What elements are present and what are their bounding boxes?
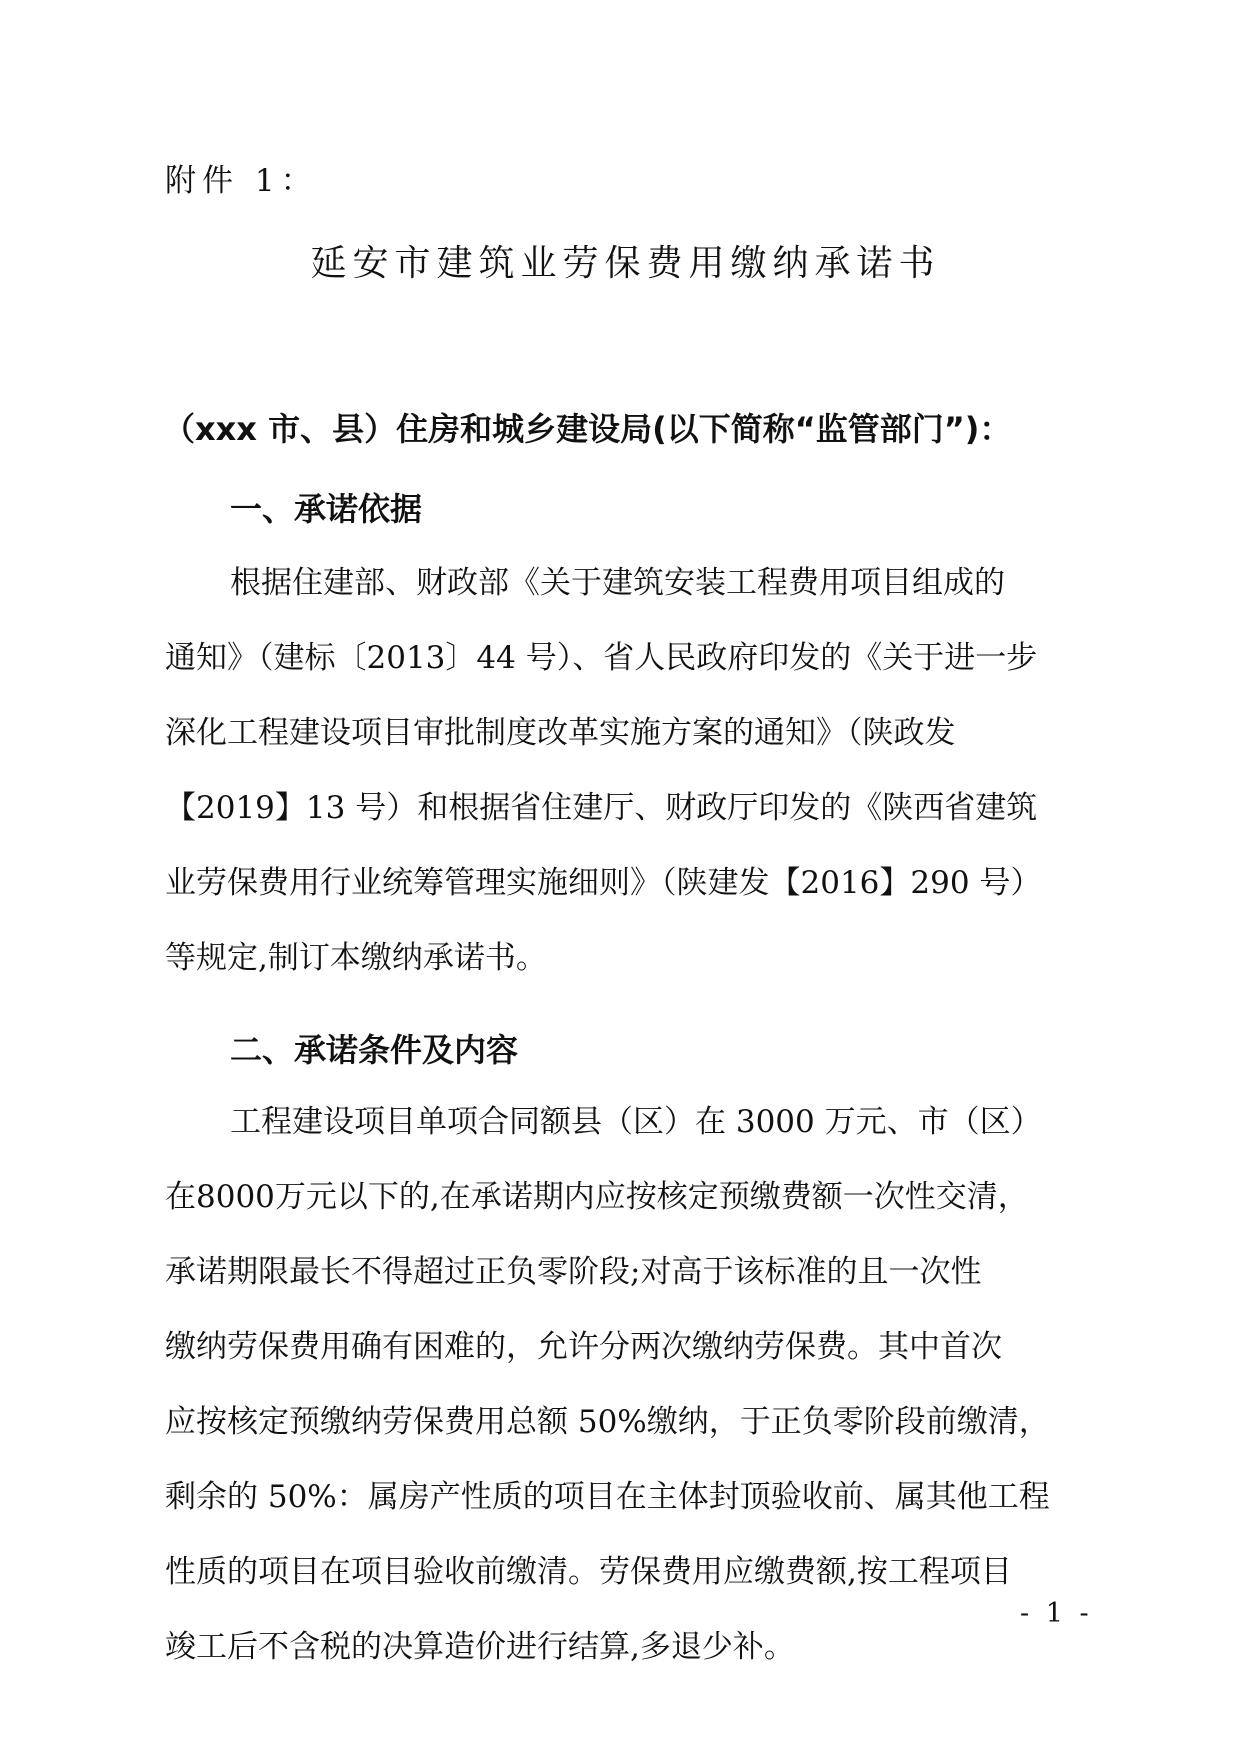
attachment-label: 附件 1： bbox=[165, 163, 318, 199]
page-number: - 1 - bbox=[1020, 1598, 1093, 1629]
section1-line: 深化工程建设项目审批制度改革实施方案的通知》（陕政发 bbox=[165, 715, 956, 751]
section1-line: 通知》（建标〔2013〕44 号）、省人民政府印发的《关于进一步 bbox=[165, 640, 1038, 676]
salutation: （xxx 市、县）住房和城乡建设局(以下简称“监管部门”)： bbox=[163, 410, 1012, 448]
section2-heading: 二、承诺条件及内容 bbox=[230, 1031, 519, 1069]
section2-line: 在8000万元以下的,在承诺期内应按核定预缴费额一次性交清， bbox=[165, 1179, 1029, 1215]
section2-line: 应按核定预缴纳劳保费用总额 50%缴纳，于正负零阶段前缴清， bbox=[165, 1404, 1050, 1440]
section2-line: 缴纳劳保费用确有困难的，允许分两次缴纳劳保费。其中首次 bbox=[165, 1329, 1002, 1365]
section1-line: 根据住建部、财政部《关于建筑安装工程费用项目组成的 bbox=[230, 565, 1005, 601]
section1-heading: 一、承诺依据 bbox=[230, 490, 423, 528]
section2-line: 剩余的 50%：属房产性质的项目在主体封顶验收前、属其他工程 bbox=[165, 1479, 1050, 1515]
section2-line: 性质的项目在项目验收前缴清。劳保费用应缴费额,按工程项目 bbox=[165, 1554, 1012, 1590]
section1-line: 业劳保费用行业统筹管理实施细则》（陕建发【2016】290 号） bbox=[165, 865, 1042, 901]
section1-line: 【2019】13 号）和根据省住建厅、财政厅印发的《陕西省建筑 bbox=[165, 790, 1038, 826]
document-title: 延安市建筑业劳保费用缴纳承诺书 bbox=[310, 243, 941, 284]
section1-line: 等规定,制订本缴纳承诺书。 bbox=[165, 940, 547, 976]
section2-line: 工程建设项目单项合同额县（区）在 3000 万元、市（区） bbox=[230, 1104, 1042, 1140]
section2-line: 竣工后不含税的决算造价进行结算,多退少补。 bbox=[165, 1629, 795, 1665]
section2-line: 承诺期限最长不得超过正负零阶段;对高于该标准的且一次性 bbox=[165, 1254, 982, 1290]
